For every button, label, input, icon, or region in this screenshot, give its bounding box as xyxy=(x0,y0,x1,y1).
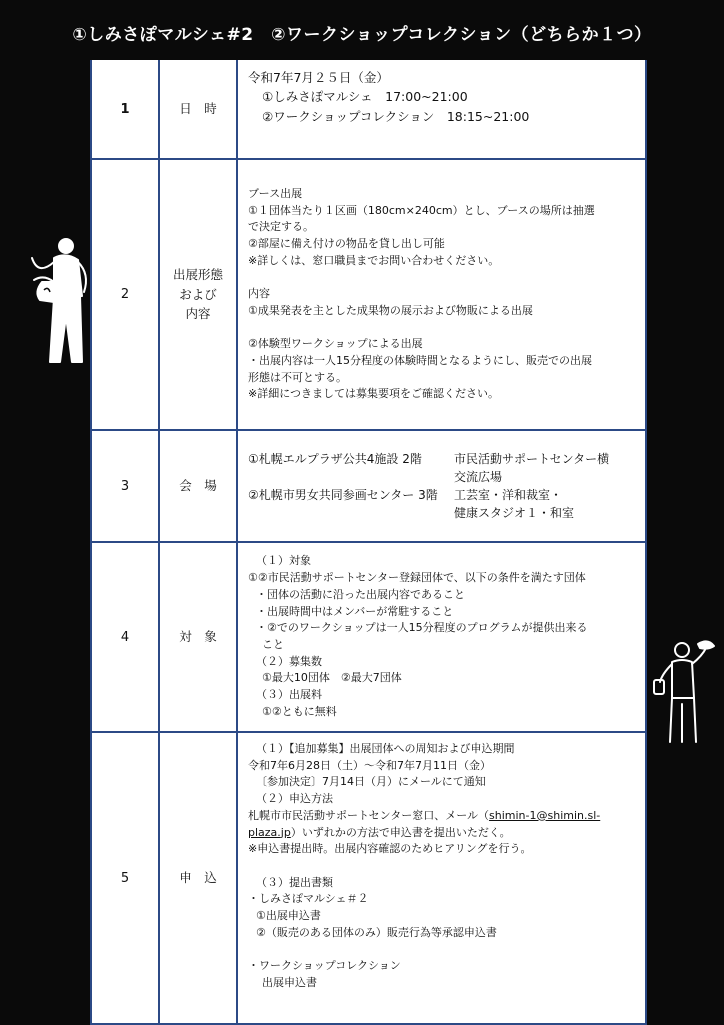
row-label-schedule: 日 時 xyxy=(159,60,237,159)
venue-2: ②札幌市男女共同参画センター 3階 工芸室・洋和裁室・ 健康スタジオ１・和室 xyxy=(248,488,575,521)
table-row-application xyxy=(91,732,646,1024)
person-with-drink-illustration xyxy=(650,634,716,746)
venue-content xyxy=(237,430,646,542)
email-link-continued[interactable]: plaza.jp xyxy=(248,825,291,839)
table-row-exhibit-format xyxy=(91,159,646,430)
row-number: 1 xyxy=(91,60,159,159)
row-number: 4 xyxy=(91,542,159,732)
venue-1: ①札幌エルプラザ公共4施設 2階 市民活動サポートセンター横 交流広場 xyxy=(248,451,610,484)
row-label-eligibility: 対 象 xyxy=(159,542,237,732)
info-sheet xyxy=(90,60,647,1024)
row-number: 3 xyxy=(91,430,159,542)
application-content: （１）【追加募集】出展団体への周知および申込期間 令和7年6月28日（土）～令和7年7月11日（金） 〔参加決定〕7月14日（月）にメールにて通知 （２）申込方法 札幌市市民活動サポートセンター窓口、メール（shimin-1@shimin.sl- plaza.jp）いずれかの方法で申込書を提出いただく。 ※申込書提出時。出展内容確認のためヒアリングを行う。 （３）提出書類 ・しみさぽマルシェ＃２ ①出展申込書 ②（販売のある団体のみ）販売行為等承認申込書 ・ワークショップコレクション 出展申込書 xyxy=(237,732,646,1024)
row-number: 5 xyxy=(91,732,159,1024)
row-number: 2 xyxy=(91,159,159,430)
email-link[interactable]: shimin-1@shimin.sl- xyxy=(489,808,601,822)
exhibit-format-content: ブース出展 ①１団体当たり１区画（180cm×240cm）とし、ブースの場所は抽選 で決定する。 ②部屋に備え付けの物品を貸し出し可能 ※詳しくは、窓口職員までお問い合わせください。 内容 ①成果発表を主とした成果物の展示および物販による出展 ②体験型ワークショップによる出展 ・出展内容は一人15分程度の体験時間となるようにし、販売での出展 形態は不可とする。 ※詳細につきましては募集要項をご確認ください。 xyxy=(237,159,646,430)
table-row-schedule xyxy=(91,60,646,159)
row-label-venue: 会 場 xyxy=(159,430,237,542)
document-title: ①しみさぽマルシェ#2 ②ワークショップコレクション（どちらか１つ） xyxy=(72,25,652,45)
row-label-exhibit-format: 出展形態 および 内容 xyxy=(159,159,237,430)
row-label-application: 申 込 xyxy=(159,732,237,1024)
event-details-table xyxy=(90,60,647,1025)
table-row-eligibility xyxy=(91,542,646,732)
person-with-bag-illustration xyxy=(24,236,100,372)
schedule-content: 令和7年7月２５日（金） ①しみさぽマルシェ 17:00~21:00 ②ワークショップコレクション 18:15~21:00 xyxy=(237,60,646,159)
eligibility-content: （１）対象 ①②市民活動サポートセンター登録団体で、以下の条件を満たす団体 ・団体の活動に沿った出展内容であること ・出展時間中はメンバーが常駐すること ・②でのワークショップは一人15分程度のプログラムが提供出来る こと （２）募集数 ①最大10団体 ②最大7団体 （３）出展料 ①②ともに無料 xyxy=(237,542,646,732)
table-row-venue xyxy=(91,430,646,542)
